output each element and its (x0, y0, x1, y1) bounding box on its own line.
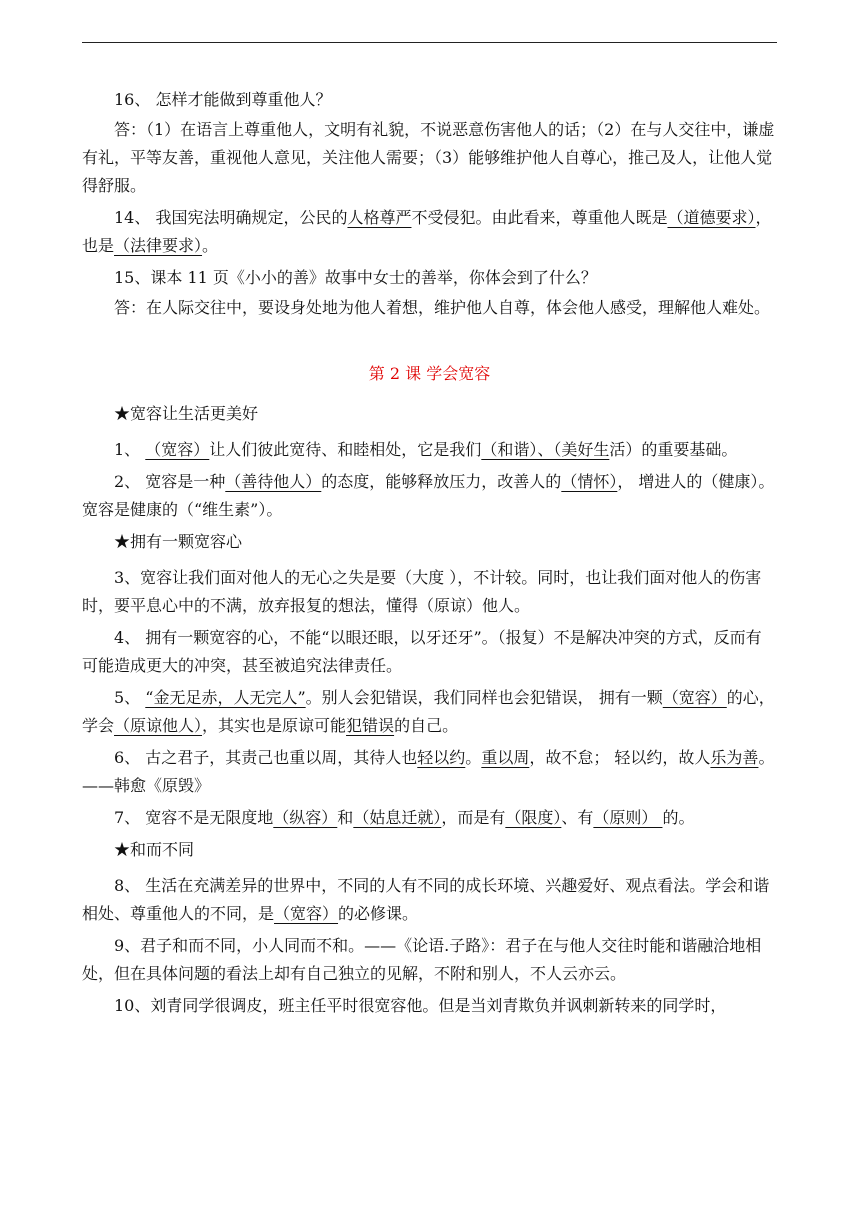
q14-paragraph (82, 204, 777, 260)
lesson-title: 第 2 课 学会宽容 (368, 364, 491, 383)
item-1-text-2: 让人们彼此宽待、和睦相处，它是我们 (209, 440, 482, 459)
item-7 (82, 804, 777, 832)
item-6 (82, 744, 777, 800)
q15-question: 15、课本 11 页《小小的善》故事中女士的善举，你体会到了什么？ (114, 268, 597, 287)
item-5-blank-3: （原谅他人） (114, 716, 203, 735)
item-10: 10、刘青同学很调皮，班主任平时很宽容他。但是当刘青欺负并讽刺新转来的同学时， (114, 996, 727, 1015)
item-2 (82, 468, 777, 524)
item-8-text-2: 的必修课。 (338, 904, 419, 923)
item-7-text-5: 的。 (662, 808, 695, 827)
item-7-blank-4: （原则） (593, 808, 663, 827)
document-body (82, 86, 777, 1024)
header-rule (82, 42, 777, 43)
item-3: 3、宽容让我们面对他人的无心之失是要（大度 ），不计较。同时，也让我们面对他人的伤害时，要平息心中的不满，放弃报复的想法，懂得（原谅）他人。 (82, 568, 762, 615)
item-7-text-4: 、有 (561, 808, 594, 827)
item-5-text-3: 的心，学会 (82, 688, 775, 735)
item-1 (82, 436, 777, 464)
item-5-text-1: 5、 (114, 688, 146, 707)
item-6-text-3: ，故不怠； 轻以约，故人 (529, 748, 711, 767)
item-2-blank-1: （善待他人） (225, 472, 322, 491)
item-8 (82, 872, 777, 928)
item-2-blank-2: （情怀） (561, 472, 618, 491)
q16-question: 16、 怎样才能做到尊重他人？ (114, 90, 332, 109)
item-8-blank-1: （宽容） (274, 904, 339, 923)
item-7-text-2: 和 (337, 808, 354, 827)
item-6-blank-3: 乐为善 (710, 748, 759, 767)
item-5-blank-1: “金无足赤，人无完人” (145, 688, 306, 707)
section-heading-2: ★拥有一颗宽容心 (114, 532, 243, 551)
item-8-text-1: 8、 生活在充满差异的世界中，不同的人有不同的成长环境、兴趣爱好、观点看法。学会和谐相处、尊重他人的不同，是 (82, 876, 770, 923)
q15-answer: 答：在人际交往中，要设身处地为他人着想，维护他人自尊，体会他人感受，理解他人难处。 (114, 298, 771, 317)
item-2-text-2: 的态度，能够释放压力，改善人的 (321, 472, 562, 491)
item-6-text-4: 。——韩愈《原毁》 (82, 748, 775, 795)
item-7-text-3: ，而是有 (441, 808, 506, 827)
item-5-text-5: 的自己。 (394, 716, 459, 735)
item-6-blank-1: 轻以约 (417, 748, 466, 767)
item-5-blank-4: 犯错误 (346, 716, 395, 735)
q14-blank-2: （道德要求） (667, 208, 756, 227)
section-heading-3: ★和而不同 (114, 840, 195, 859)
item-2-text-3: ， 增进人的（健康）。宽容是健康的（“维生素”）。 (82, 472, 775, 519)
item-5-text-4: ，其实也是原谅可能 (202, 716, 347, 735)
item-2-text-1: 2、 宽容是一种 (114, 472, 226, 491)
item-7-text-1: 7、 宽容不是无限度地 (114, 808, 274, 827)
item-7-blank-3: （限度） (505, 808, 562, 827)
q14-text-4: 。 (202, 236, 219, 255)
item-4: 4、 拥有一颗宽容的心，不能“以眼还眼，以牙还牙”。（报复）不是解决冲突的方式，反而有可能造成更大的冲突，甚至被追究法律责任。 (82, 628, 762, 675)
item-7-blank-1: （纵容） (273, 808, 338, 827)
q14-text-2: 不受侵犯。由此看来，尊重他人既是 (411, 208, 668, 227)
item-9: 9、君子和而不同，小人同而不和。——《论语.子路》：君子在与他人交往时能和谐融洽地相处，但在具体问题的看法上却有自己独立的见解，不附和别人，不人云亦云。 (82, 936, 762, 983)
item-5 (82, 684, 777, 740)
item-6-blank-2: 重以周 (481, 748, 530, 767)
q14-blank-1: 人格尊严 (347, 208, 412, 227)
q14-text-1: 14、 我国宪法明确规定，公民的 (114, 208, 348, 227)
q14-blank-3: （法律要求） (114, 236, 203, 255)
item-5-blank-2: （宽容） (662, 688, 727, 707)
section-heading-1: ★宽容让生活更美好 (114, 404, 259, 423)
q16-answer: 答：（1）在语言上尊重他人，文明有礼貌，不说恶意伤害他人的话；（2）在与人交往中，谦虚有礼，平等友善，重视他人意见，关注他人需要；（3）能够维护他人自尊心，推己及人，让他人觉得舒服。 (82, 120, 775, 195)
item-6-text-1: 6、 古之君子，其责己也重以周，其待人也 (114, 748, 418, 767)
item-7-blank-2: （姑息迁就） (353, 808, 442, 827)
item-1-blank-1: （宽容） (145, 440, 210, 459)
item-5-text-2: 。别人会犯错误，我们同样也会犯错误， 拥有一颗 (305, 688, 663, 707)
item-1-blank-2: （和谐）、（美好生 (481, 440, 610, 459)
item-1-text-1: 1、 (114, 440, 146, 459)
item-1-text-3: 活）的重要基础。 (609, 440, 738, 459)
item-6-text-2: 。 (465, 748, 482, 767)
q14-text-3: ，也是 (82, 208, 772, 255)
